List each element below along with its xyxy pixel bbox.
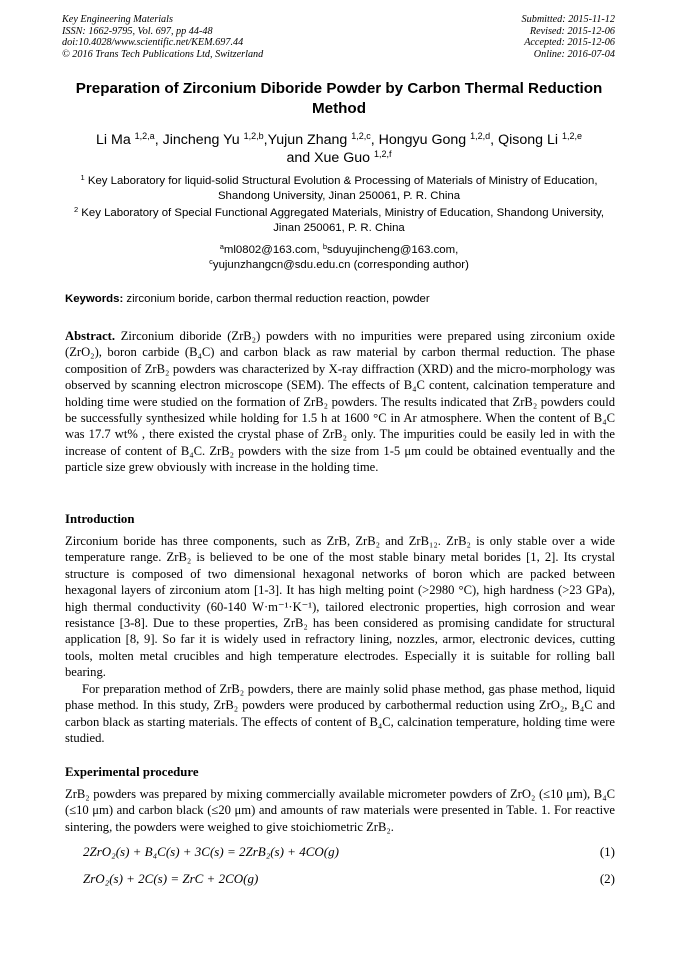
experimental-paragraph-1: ZrB₂ powders was prepared by mixing commercially available micrometer powders of ZrO₂ (≤10 μm), B₄C (≤10 μm) and carbon black (≤20 μm) and amounts of raw materials were presented in Table. 1. For reactive sintering, the powders were weighed to give stoichiometric ZrB₂. xyxy=(65,787,615,834)
equation-text: 2ZrO₂(s) + B₄C(s) + 3C(s) = 2ZrB₂(s) + 4CO(g) xyxy=(83,844,339,859)
date-accepted: Accepted: 2015-12-06 xyxy=(524,37,615,49)
keywords xyxy=(65,292,615,307)
date-revised: Revised: 2015-12-06 xyxy=(529,25,615,37)
author-name: Jincheng Yu xyxy=(162,132,240,148)
author-sup: 1,2,d xyxy=(470,131,491,141)
keywords-label: Keywords: xyxy=(65,293,124,305)
journal-copyright: © 2016 Trans Tech Publications Ltd, Switzerland xyxy=(62,48,264,60)
journal-header-left xyxy=(62,14,263,60)
author-list: Li Ma $^{1,2,a}$, Jincheng Yu $^{1,2,b}$,Yujun Zhang $^{1,2,c}$, Hongyu Gong $^{1,2,d}$, Qisong Li $^{1,2,e}$ and Xue Guo $^{1,2,f}$ xyxy=(96,131,582,166)
section-heading-experimental: Experimental procedure xyxy=(65,765,199,779)
author-sup: 1,2,b xyxy=(243,131,264,141)
abstract xyxy=(65,328,615,476)
affiliation-sup: 1 xyxy=(80,173,85,182)
paper-title: Preparation of Zirconium Diboride Powder by Carbon Thermal Reduction Method xyxy=(75,80,603,117)
affiliation-2 xyxy=(66,206,612,236)
section-heading-introduction: Introduction xyxy=(65,512,135,526)
email-link[interactable]: yujunzhangcn@sdu.edu.cn (corresponding author) xyxy=(212,259,469,271)
equation-number: (1) xyxy=(599,844,615,859)
introduction-paragraph-2: For preparation method of ZrB₂ powders, there are mainly solid phase method, gas phase method, liquid phase method. In this study, ZrB₂ powders were produced by carbothermal reduction using ZrO₂, B₄C and carbon black as starting materials. The effects of content of B₄C, calcination temperature, holding time were studied. xyxy=(65,682,615,746)
journal-doi[interactable]: doi:10.4028/www.scientific.net/KEM.697.44 xyxy=(62,37,244,49)
email-sup: b xyxy=(322,242,328,251)
affiliation-text: Key Laboratory for liquid-solid Structural Evolution & Processing of Materials of Ministry of Education, Shandong University, Jinan 250061, P. R. China xyxy=(87,175,598,202)
email-link[interactable]: ml0802@163.com, xyxy=(223,244,320,256)
affiliation-1 xyxy=(66,174,612,204)
abstract-text: Zirconium diboride (ZrB₂) powders with no impurities were prepared using zirconium oxide (ZrO₂), boron carbide (B₄C) and carbon black as raw material by carbon thermal reduction. The phase composition of ZrB₂ powders was characterized by X-ray diffraction (XRD) and the micro-morphology was observed by scanning electron microscope (SEM). The effects of B₄C content, calcination temperature and holding time were studied on the formation of ZrB₂ powders. The results indicated that ZrB₂ powders could be successfully synthesized while holding for 1.5 h at 1600 °C in Ar atmosphere. When the content of B₄C was 17.7 wt% , there existed the crystal phase of ZrB₂ only. The impurities could be easily led in with the increase of content of B₄C. ZrB₂ powders with the size from 1-5 μm could be obtained eventually and the particle size grew obviously with increase in the holding time. xyxy=(65,329,615,475)
journal-header-right xyxy=(522,14,615,60)
author-name: Yujun Zhang xyxy=(267,132,348,148)
author-sup: 1,2,e xyxy=(561,131,582,141)
journal-issn: ISSN: 1662-9795, Vol. 697, pp 44-48 xyxy=(62,25,213,37)
equation-text: ZrO₂(s) + 2C(s) = ZrC + 2CO(g) xyxy=(83,871,259,886)
equation-1 xyxy=(83,844,615,860)
author-sup: 1,2,c xyxy=(351,131,371,141)
equation-2 xyxy=(83,871,615,887)
introduction-paragraph-1: Zirconium boride has three components, such as ZrB, ZrB₂ and ZrB₁₂. ZrB₂ is only stable over a wide temperature range. ZrB₂ is believed to be one of the most stable binary metal borides [1, 2]. Its crystal structure is composed of two dimensional hexagonal networks of boron which are packed between hexagonal layers of zirconium atom [1-3]. It has high melting point (>2980 °C), high hardness (>23 GPa), high thermal conductivity (60-140 W·m⁻¹·K⁻¹), tailored electronic properties, high corrosion and wear resistance [3-8]. Due to these properties, ZrB₂ has been considered as promising candidate for structural application [8, 9]. So far it is widely used in refractory lining, nozzles, armor, electronic devices, cutting tools, molten metal crucibles and high temperature electrodes. Especially it is suitable for rolling ball bearing. xyxy=(65,534,615,680)
affiliation-text: Key Laboratory of Special Functional Aggregated Materials, Ministry of Education, Shandong University, Jinan 250061, P. R. China xyxy=(81,207,605,234)
author-name: Qisong Li xyxy=(498,132,558,148)
date-online: Online: 2016-07-04 xyxy=(533,48,615,60)
journal-name: Key Engineering Materials xyxy=(62,14,173,25)
author-name: Li Ma xyxy=(96,132,131,148)
date-submitted: Submitted: 2015-11-12 xyxy=(521,14,615,25)
affiliation-sup: 2 xyxy=(73,205,79,214)
author-name: Hongyu Gong xyxy=(378,132,467,148)
author-emails xyxy=(66,243,612,273)
author-name: Xue Guo xyxy=(314,150,371,166)
author-sup: 1,2,a xyxy=(134,131,155,141)
abstract-label: Abstract. xyxy=(65,329,116,343)
email-sup: a xyxy=(219,242,224,251)
email-sup: c xyxy=(209,257,213,266)
keywords-text: zirconium boride, carbon thermal reduction reaction, powder xyxy=(126,293,430,305)
email-link[interactable]: sduyujincheng@163.com, xyxy=(327,244,459,256)
author-sup: 1,2,f xyxy=(374,149,392,159)
equation-number: (2) xyxy=(599,871,615,886)
